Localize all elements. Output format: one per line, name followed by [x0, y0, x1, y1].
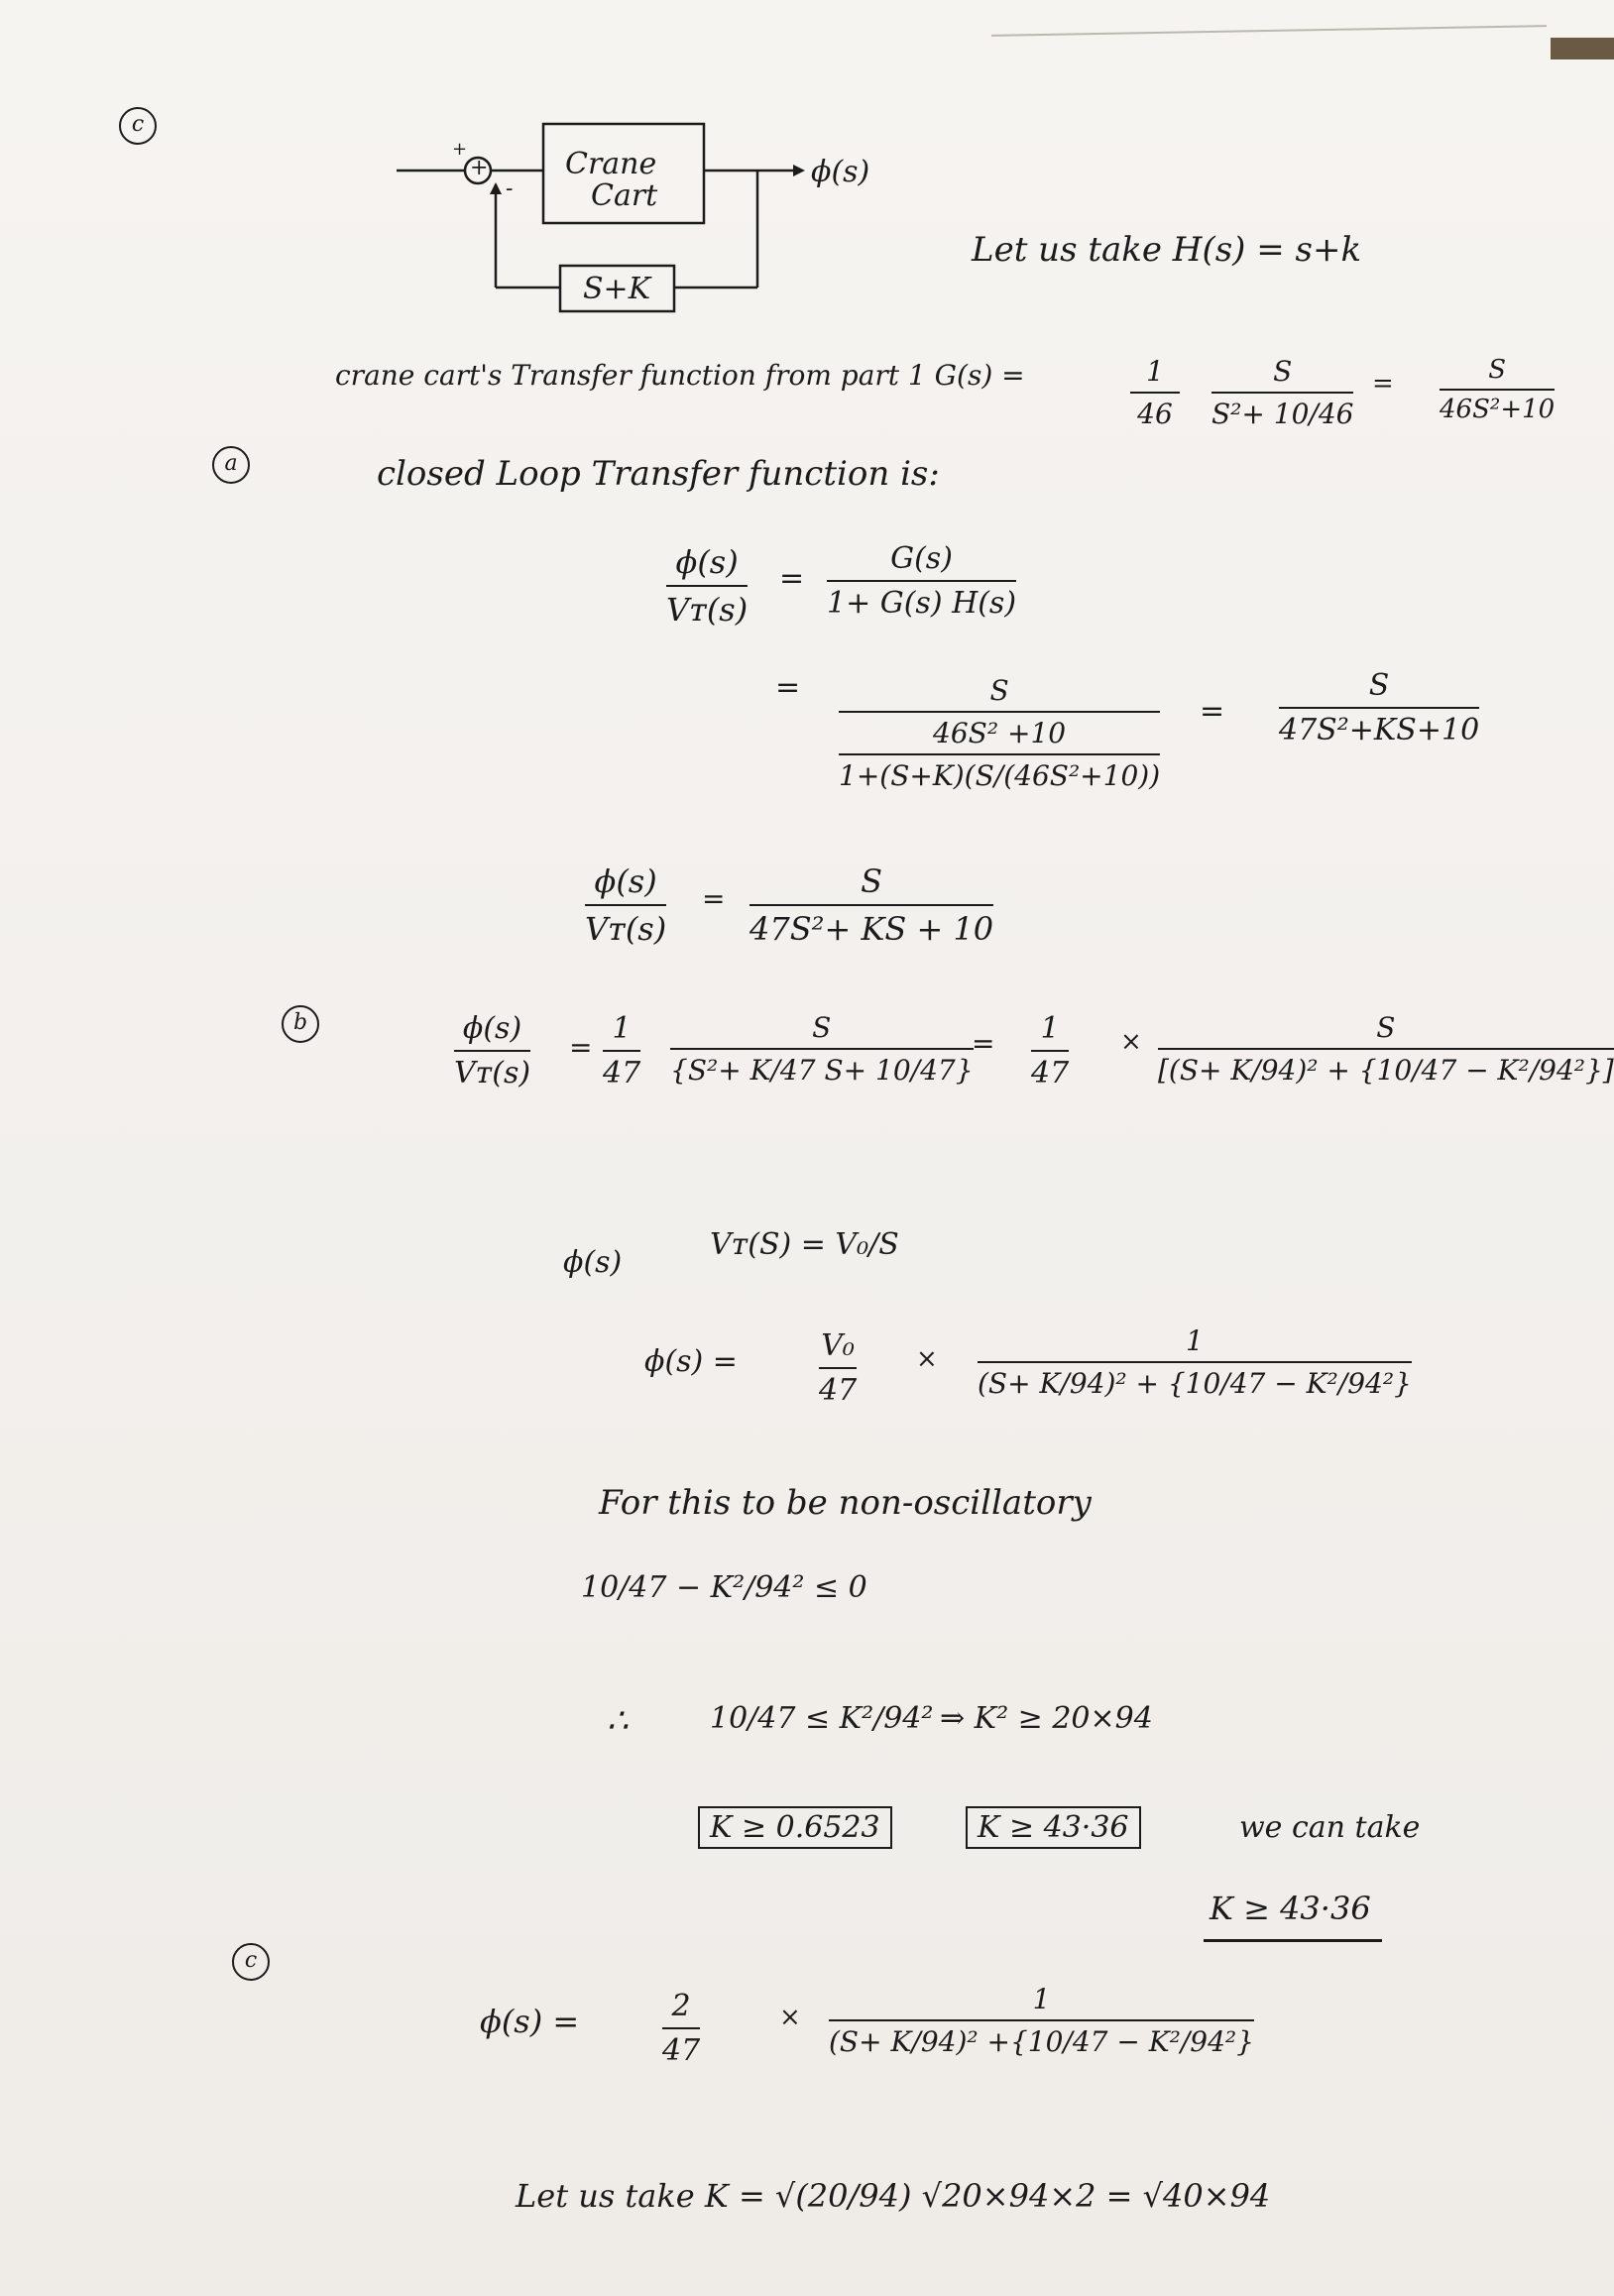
fraction-bar: [1211, 392, 1353, 394]
part-b-lhs: [454, 1011, 530, 1091]
section-label-top: c: [119, 107, 157, 145]
let-h-statement: Let us take H(s) = s+k: [972, 230, 1362, 270]
crane-tf-f1-num: 1: [1146, 355, 1164, 388]
part-b-c1: [603, 1011, 640, 1091]
fraction-bar: [1031, 1050, 1069, 1052]
part-a-result-lhs-den: Vᴛ(s): [585, 910, 667, 948]
part-b-inequality-2: 10/47 ≤ K²/94²: [710, 1701, 934, 1736]
part-b-c1-num: 1: [612, 1011, 632, 1046]
fraction-bar: [978, 1361, 1412, 1363]
fraction-bar: [839, 711, 1160, 713]
part-c-e: [829, 1983, 1254, 2058]
part-b-e1: [670, 1011, 974, 1087]
part-b-therefore: ∴: [607, 1701, 629, 1741]
part-b-phi2-c: [819, 1328, 857, 1408]
conclusion-underline: [1204, 1939, 1382, 1942]
crane-tf-prefix: crane cart's Transfer function from part 1 G(s) =: [335, 359, 1025, 392]
part-b-label: b: [282, 1005, 319, 1043]
summer-plus-sign: +: [470, 156, 489, 180]
fraction-bar: [670, 1048, 974, 1050]
part-a-rhs2-num: S: [989, 674, 1009, 707]
summer-input-sign: +: [452, 139, 468, 160]
part-a-label: a: [212, 446, 250, 484]
crane-tf-frac-3: [1440, 355, 1555, 424]
fraction-bar: [819, 1367, 857, 1369]
fraction-bar: [1440, 389, 1555, 391]
part-b-c2: [1031, 1011, 1069, 1091]
part-b-times-2: ×: [916, 1344, 938, 1374]
part-a-result-den: 47S²+ KS + 10: [749, 910, 994, 948]
part-c-times: ×: [779, 2003, 801, 2032]
part-b-times-1: ×: [1120, 1027, 1142, 1057]
crane-tf-f3-den: 46S²+10: [1440, 395, 1556, 424]
crane-tf-f3-num: S: [1488, 355, 1506, 385]
part-c-c-den: 47: [662, 2033, 701, 2068]
part-a-rhs3-num: S: [1368, 668, 1390, 703]
part-b-vt-definition: Vᴛ(S) = V₀/S: [710, 1227, 899, 1262]
part-c-c-num: 2: [671, 1989, 691, 2023]
part-a-result-eq: =: [702, 882, 726, 915]
part-b-phi2-e-den: (S+ K/94)² + {10/47 − K²/94²}: [978, 1367, 1412, 1400]
fraction-bar: [1279, 707, 1479, 709]
part-b-c2-num: 1: [1040, 1011, 1060, 1046]
part-b-phi2-lhs: ϕ(s) =: [644, 1344, 738, 1379]
crane-tf-frac-1: [1130, 355, 1180, 430]
diagram-output-label: ϕ(s): [811, 155, 870, 189]
part-b-e2-num: S: [1376, 1011, 1396, 1044]
fraction-bar: [839, 753, 1160, 755]
part-b-inequality-1: 10/47 − K²/94² ≤ 0: [581, 1570, 867, 1605]
crane-tf-f1-den: 46: [1137, 398, 1173, 430]
part-c-let-k: Let us take K = √(20/94) √20×94×2 = √40×94: [516, 2177, 1271, 2215]
part-a-rhs1-den: 1+ G(s) H(s): [827, 586, 1017, 621]
part-b-e2: [1158, 1011, 1614, 1087]
part-a-rhs1-num: G(s): [890, 541, 953, 576]
part-a-rhs2: [839, 674, 1160, 792]
part-c-label: c: [232, 1943, 270, 1981]
fraction-bar: [1158, 1048, 1614, 1050]
part-b-phi2-c-den: 47: [819, 1373, 858, 1408]
part-b-c1-den: 47: [603, 1056, 641, 1091]
block-feedback-label: S+K: [583, 272, 651, 306]
part-b-non-oscillatory: For this to be non-oscillatory: [599, 1483, 1092, 1523]
part-a-lhs-den: Vᴛ(s): [666, 591, 749, 629]
part-a-result-num: S: [861, 862, 883, 900]
part-b-conclusion: K ≥ 43·36: [1210, 1890, 1371, 1927]
part-a-lhs-num: ϕ(s): [675, 543, 739, 581]
crane-tf-f2-num: S: [1273, 355, 1293, 388]
part-a-rhs2-mid: 46S² +10: [933, 717, 1067, 749]
part-a-eq-1: =: [779, 561, 805, 596]
part-c-e-num: 1: [1032, 1983, 1051, 2015]
part-b-phi2-e: [978, 1324, 1412, 1400]
part-b-boxed-result-1: K ≥ 0.6523: [698, 1806, 892, 1849]
part-b-lhs-den: Vᴛ(s): [454, 1056, 531, 1091]
fraction-bar: [1130, 392, 1180, 394]
fraction-bar: [749, 904, 993, 906]
crane-tf-equals: =: [1372, 369, 1394, 399]
crane-tf-frac-2: [1211, 355, 1353, 430]
part-b-eq-1: =: [569, 1031, 593, 1064]
part-a-result-lhs: [585, 862, 666, 948]
part-b-phi2-e-num: 1: [1186, 1324, 1204, 1357]
part-b-e2-den: [(S+ K/94)² + {10/47 − K²/94²}]: [1158, 1054, 1614, 1087]
part-a-rhs1: [827, 541, 1016, 621]
part-b-boxed-result-2: K ≥ 43·36: [966, 1806, 1141, 1849]
fraction-bar: [662, 2027, 700, 2029]
part-a-result-lhs-num: ϕ(s): [594, 862, 657, 900]
part-a-lhs: [666, 543, 748, 629]
part-a-rhs2-den: 1+(S+K)(S/(46S²+10)): [839, 759, 1161, 792]
part-b-phi-label: ϕ(s): [563, 1245, 623, 1280]
summer-feedback-sign: -: [506, 176, 514, 201]
part-c-c: [662, 1989, 700, 2068]
fraction-bar: [585, 904, 666, 906]
part-c-e-den: (S+ K/94)² +{10/47 − K²/94²}: [829, 2025, 1254, 2058]
part-b-phi2-c-num: V₀: [821, 1328, 855, 1363]
part-b-implies: ⇒ K² ≥ 20×94: [940, 1701, 1153, 1736]
part-b-lhs-num: ϕ(s): [462, 1011, 522, 1046]
part-b-we-can-take: we can take: [1239, 1810, 1421, 1845]
part-b-c2-den: 47: [1031, 1056, 1070, 1091]
part-a-eq-3: =: [1200, 694, 1225, 729]
part-a-rhs3-den: 47S²+KS+10: [1279, 713, 1480, 747]
part-a-heading: closed Loop Transfer function is:: [377, 454, 940, 494]
part-b-e1-den: {S²+ K/47 S+ 10/47}: [670, 1054, 974, 1087]
fraction-bar: [829, 2019, 1254, 2021]
fraction-bar: [603, 1050, 640, 1052]
part-a-result: [749, 862, 993, 948]
block-crane-label-2: Cart: [591, 178, 658, 213]
part-a-eq-2: =: [775, 670, 801, 705]
fraction-bar: [827, 580, 1016, 582]
fraction-bar: [666, 585, 748, 587]
part-b-eq-2: =: [972, 1027, 995, 1060]
part-c-lhs: ϕ(s) =: [480, 2003, 580, 2040]
part-b-e1-num: S: [812, 1011, 832, 1044]
fraction-bar: [454, 1050, 530, 1052]
crane-tf-f2-den: S²+ 10/46: [1211, 398, 1354, 430]
block-crane-label-1: Crane: [565, 147, 657, 181]
part-a-rhs3: [1279, 668, 1479, 747]
